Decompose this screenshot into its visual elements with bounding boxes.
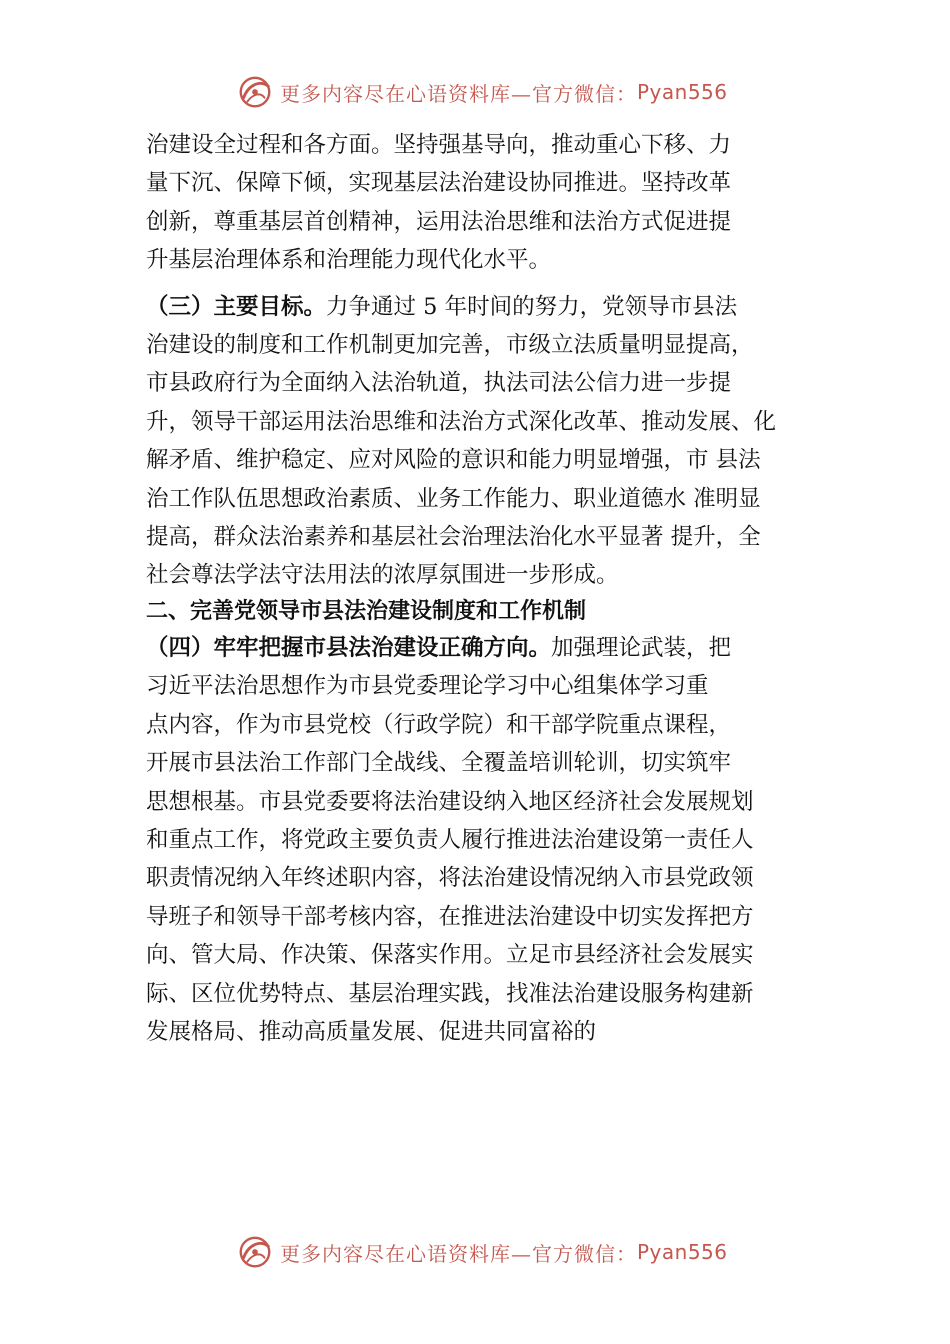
text-line: 解矛盾、维护稳定、应对风险的意识和能力明显增强，市 县法: [146, 447, 761, 474]
section-lead-direction: （四）牢牢把握市县法治建设正确方向。: [146, 634, 552, 661]
paragraph-correct-direction: [146, 629, 818, 1051]
text-line: 治建设的制度和工作机制更加完善，市级立法质量明显提高，: [146, 332, 754, 359]
text-line: 量下沉、保障下倾，实现基层法治建设协同推进。坚持改革: [146, 170, 732, 197]
watermark-wechat-id: Pyan556: [637, 80, 728, 104]
watermark-footer: [236, 1232, 728, 1272]
text-line: 市县政府行为全面纳入法治轨道，执法司法公信力进一步提: [146, 370, 732, 397]
text-line: 际、区位优势特点、基层治理实践，找准法治建设服务构建新: [146, 980, 754, 1007]
paragraph-basic-principles: [146, 126, 818, 280]
text-line: 升，领导干部运用法治思维和法治方式深化改革、推动发展、化: [146, 408, 777, 435]
text-line: 向、管大局、作决策、保落实作用。立足市县经济社会发展实: [146, 942, 754, 969]
paragraph-main-goals: [146, 288, 818, 595]
text-line: 和重点工作，将党政主要负责人履行推进法治建设第一责任人: [146, 826, 754, 853]
text-line: 社会尊法学法守法用法的浓厚氛围进一步形成。: [146, 562, 619, 589]
watermark-text: 更多内容尽在心语资料库—官方微信：: [280, 1241, 637, 1266]
swirl-logo-icon: [236, 1233, 274, 1271]
section-heading: 二、完善党领导市县法治建设制度和工作机制: [146, 598, 587, 624]
text-line: 导班子和领导干部考核内容，在推进法治建设中切实发挥把方: [146, 903, 754, 930]
text-line: [146, 629, 818, 667]
text-fragment: 力争通过 5 年时间的努力，党领导市县法: [326, 293, 738, 320]
text-line: 点内容，作为市县党校（行政学院）和干部学院重点课程，: [146, 711, 732, 738]
text-line: 提高，群众法治素养和基层社会治理法治化水平显著 提升，全: [146, 524, 761, 551]
swirl-logo-icon: [236, 73, 274, 111]
text-line: 开展市县法治工作部门全战线、全覆盖培训轮训，切实筑牢: [146, 750, 732, 777]
text-line: 思想根基。市县党委要将法治建设纳入地区经济社会发展规划: [146, 788, 754, 815]
text-fragment: 加强理论武装，把: [551, 634, 732, 661]
text-line: [146, 288, 818, 326]
text-line: 职责情况纳入年终述职内容，将法治建设情况纳入市县党政领: [146, 865, 754, 892]
text-line: 治建设全过程和各方面。坚持强基导向，推动重心下移、力: [146, 132, 732, 158]
text-line: 习近平法治思想作为市县党委理论学习中心组集体学习重: [146, 673, 709, 700]
section-lead-goals: （三）主要目标。: [146, 293, 327, 320]
text-line: 发展格局、推动高质量发展、促进共同富裕的: [146, 1018, 597, 1045]
document-body: [146, 126, 818, 1051]
watermark-header: [236, 72, 728, 112]
text-line: 创新，尊重基层首创精神，运用法治思维和法治方式促进提: [146, 208, 732, 235]
watermark-text: 更多内容尽在心语资料库—官方微信：: [280, 81, 637, 106]
text-line: 升基层治理体系和治理能力现代化水平。: [146, 247, 552, 274]
text-line: 治工作队伍思想政治素质、业务工作能力、职业道德水 准明显: [146, 485, 761, 512]
watermark-wechat-id: Pyan556: [637, 1240, 728, 1264]
